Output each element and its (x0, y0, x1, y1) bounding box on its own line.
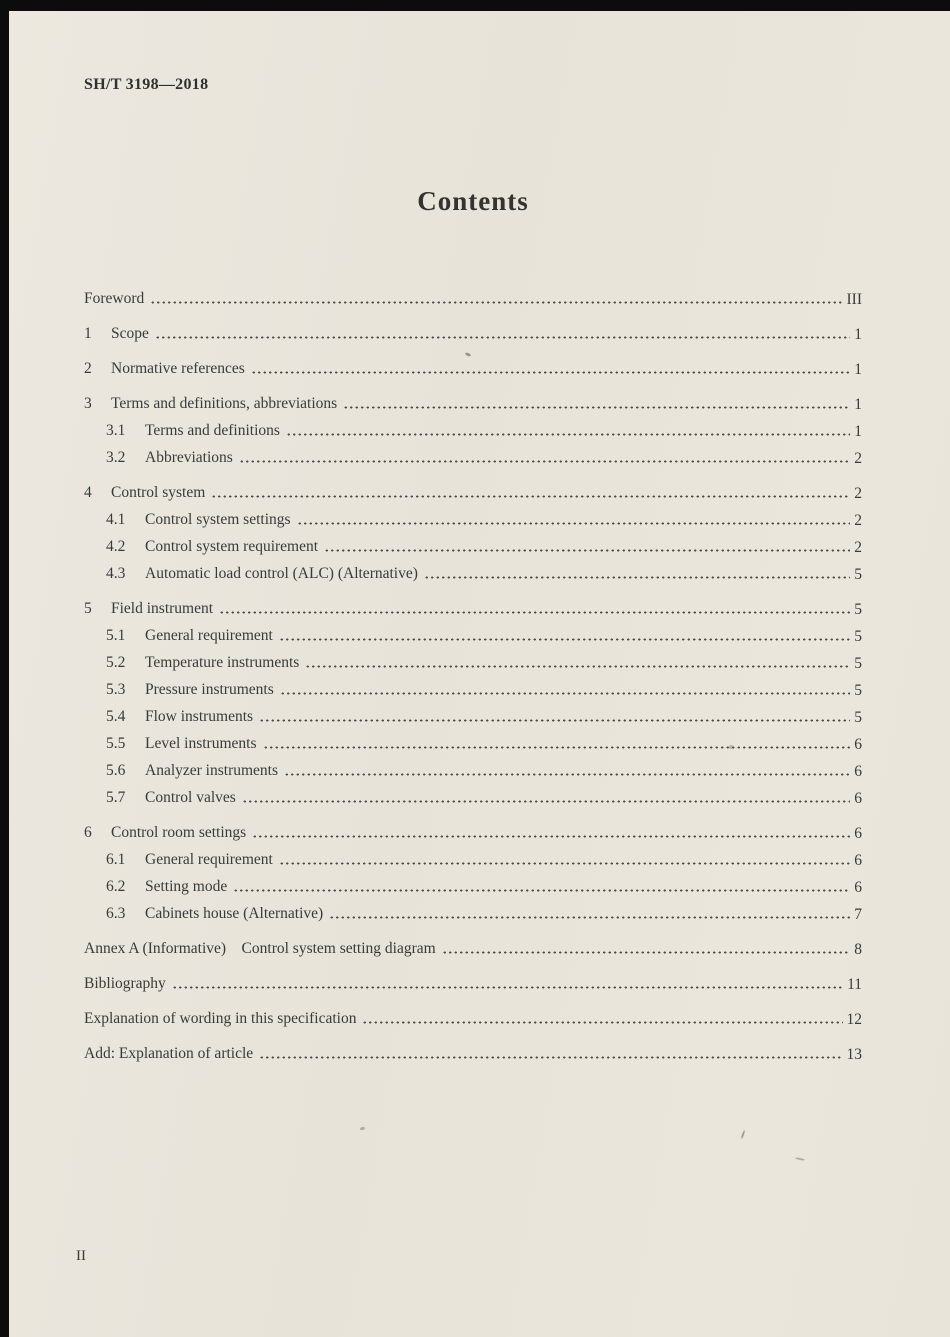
toc-entry-page: 6 (854, 825, 862, 842)
toc-entry-number: 6.1 (106, 851, 126, 868)
toc-entry-number: 1 (84, 325, 92, 342)
toc-entry (84, 529, 862, 556)
toc-entry-label: Flow instruments (145, 708, 254, 725)
toc-entry-number: 5.2 (106, 654, 126, 671)
toc-list (84, 281, 862, 1063)
dotted-leader (263, 746, 851, 749)
dotted-leader (329, 916, 850, 919)
footer-page-number: II (76, 1248, 86, 1264)
toc-entry-number: 5.1 (106, 627, 126, 644)
toc-entry-label: Level instruments (145, 735, 257, 752)
dotted-leader (286, 433, 850, 436)
toc-entry-page: 8 (854, 941, 862, 958)
dotted-leader (172, 986, 843, 989)
toc-entry-page: 6 (854, 879, 862, 896)
dotted-leader (442, 951, 851, 954)
toc-entry-label: Analyzer instruments (145, 762, 279, 779)
dotted-leader (259, 719, 850, 722)
toc-entry-page: 6 (854, 852, 862, 869)
toc-entry-label: Terms and definitions (145, 422, 280, 439)
toc-entry (84, 618, 862, 645)
toc-entry-label: Normative references (111, 360, 245, 377)
dotted-leader (343, 406, 850, 409)
toc-entry-number: 4.3 (106, 565, 126, 582)
dotted-leader (252, 835, 850, 838)
toc-entry-number: 6.3 (106, 905, 126, 922)
toc-entry-page: 12 (846, 1011, 862, 1028)
dotted-leader (280, 692, 851, 695)
toc-entry-label: Annex A (Informative) Control system setting diagram (84, 940, 436, 957)
toc-entry (84, 475, 862, 502)
dotted-leader (279, 638, 850, 641)
toc-entry-number: 4.2 (106, 538, 126, 555)
toc-entry-page: 7 (854, 906, 862, 923)
toc-entry-label: Abbreviations (145, 449, 233, 466)
toc-entry-page: 2 (854, 450, 862, 467)
toc-entry-page: 2 (854, 512, 862, 529)
toc-entry (84, 645, 862, 672)
scan-artifact (795, 1157, 805, 1161)
toc-entry-page: 5 (854, 655, 862, 672)
toc-entry-label: Field instrument (111, 600, 214, 617)
toc-entry-label: Foreword (84, 290, 145, 307)
toc-entry-label: General requirement (145, 627, 273, 644)
toc-entry (84, 815, 862, 842)
dotted-leader (239, 460, 850, 463)
toc-entry (84, 281, 862, 308)
toc-entry-page: 6 (854, 736, 862, 753)
toc-entry (84, 931, 862, 958)
dotted-leader (297, 522, 851, 525)
toc-entry-page: 1 (854, 361, 862, 378)
toc-entry-number: 4.1 (106, 511, 126, 528)
toc-entry (84, 351, 862, 378)
toc-entry-label: Scope (111, 325, 149, 342)
toc-entry (84, 753, 862, 780)
toc-entry-label: Cabinets house (Alternative) (145, 905, 324, 922)
toc-entry (84, 699, 862, 726)
toc-entry-page: 5 (854, 601, 862, 618)
toc-entry-page: III (846, 291, 862, 308)
toc-entry-number: 6 (84, 824, 92, 841)
toc-entry-page: 6 (854, 790, 862, 807)
toc-entry (84, 869, 862, 896)
toc-entry (84, 386, 862, 413)
toc-entry-label: Control system (111, 484, 206, 501)
toc-entry (84, 316, 862, 343)
dotted-leader (324, 549, 850, 552)
toc-entry-label: Temperature instruments (145, 654, 300, 671)
scan-artifact (741, 1130, 746, 1139)
toc-entry-label: Add: Explanation of article (84, 1045, 254, 1062)
toc-entry-page: 5 (854, 709, 862, 726)
dotted-leader (279, 862, 850, 865)
toc-entry-number: 2 (84, 360, 92, 377)
toc-entry-number: 3.2 (106, 449, 126, 466)
toc-entry (84, 726, 862, 753)
dotted-leader (424, 576, 850, 579)
page-title: Contents (417, 186, 529, 216)
toc-entry (84, 502, 862, 529)
toc-entry-number: 5.6 (106, 762, 126, 779)
toc-entry-label: Control valves (145, 789, 236, 806)
dotted-leader (362, 1021, 842, 1024)
toc-entry-number: 5.5 (106, 735, 126, 752)
toc-entry-page: 2 (854, 485, 862, 502)
toc-entry (84, 896, 862, 923)
toc-entry-page: 6 (854, 763, 862, 780)
toc-entry (84, 440, 862, 467)
toc-entry-page: 5 (854, 682, 862, 699)
toc-entry-page: 1 (854, 396, 862, 413)
toc-entry-number: 5.4 (106, 708, 126, 725)
toc-entry-page: 2 (854, 539, 862, 556)
toc-entry-page: 13 (846, 1046, 862, 1063)
dotted-leader (259, 1056, 842, 1059)
dotted-leader (242, 800, 850, 803)
toc-entry-page: 5 (854, 628, 862, 645)
toc-entry-page: 11 (847, 976, 862, 993)
dotted-leader (219, 611, 850, 614)
toc-entry-page: 5 (854, 566, 862, 583)
toc-entry (84, 672, 862, 699)
toc-entry (84, 556, 862, 583)
dotted-leader (155, 336, 850, 339)
toc-entry-label: Control system settings (145, 511, 291, 528)
toc-entry-label: Bibliography (84, 975, 166, 992)
toc-entry-label: Automatic load control (ALC) (Alternative) (145, 565, 418, 582)
doc-number: SH/T 3198—2018 (84, 76, 209, 93)
toc-entry-number: 3 (84, 395, 92, 412)
toc-entry (84, 966, 862, 993)
toc-entry-label: Control room settings (111, 824, 247, 841)
toc-entry-label: Terms and definitions, abbreviations (111, 395, 338, 412)
toc-entry-label: Setting mode (145, 878, 228, 895)
dotted-leader (284, 773, 850, 776)
toc-entry-number: 4 (84, 484, 92, 501)
toc-entry-number: 5.7 (106, 789, 126, 806)
toc-entry-number: 6.2 (106, 878, 126, 895)
dotted-leader (251, 371, 850, 374)
toc-entry-label: Control system requirement (145, 538, 319, 555)
toc-entry-number: 5 (84, 600, 92, 617)
scan-artifact (360, 1126, 366, 1130)
toc-entry (84, 780, 862, 807)
scan-edge-left (0, 0, 9, 1337)
toc-entry-number: 3.1 (106, 422, 126, 439)
dotted-leader (305, 665, 850, 668)
page-content (84, 0, 862, 1063)
toc-entry (84, 842, 862, 869)
toc-entry-label: Pressure instruments (145, 681, 274, 698)
dotted-leader (150, 301, 842, 304)
toc-entry-label: Explanation of wording in this specification (84, 1010, 357, 1027)
toc-entry-page: 1 (854, 326, 862, 343)
dotted-leader (211, 495, 850, 498)
toc-entry-label: General requirement (145, 851, 273, 868)
toc-entry (84, 1001, 862, 1028)
toc-entry (84, 1036, 862, 1063)
toc-entry (84, 413, 862, 440)
toc-entry-page: 1 (854, 423, 862, 440)
toc-entry-number: 5.3 (106, 681, 126, 698)
dotted-leader (233, 889, 850, 892)
toc-entry (84, 591, 862, 618)
